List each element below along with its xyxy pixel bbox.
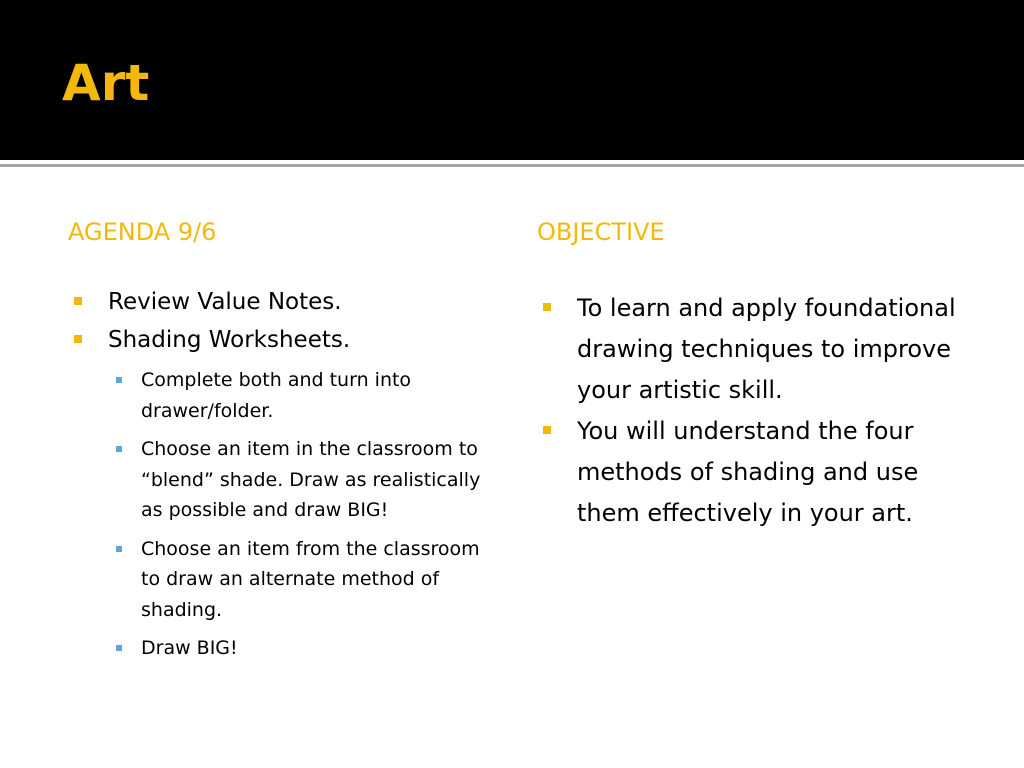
objective-item-text: To learn and apply foundational drawing techniques to improve your artistic skill. xyxy=(577,294,956,404)
agenda-subitem xyxy=(108,434,498,526)
title-bar xyxy=(0,0,1024,160)
agenda-item xyxy=(68,321,498,664)
agenda-subitem xyxy=(108,633,498,664)
square-sub-bullet-icon xyxy=(116,377,122,383)
agenda-heading: AGENDA 9/6 xyxy=(68,218,217,246)
agenda-subitem-text: Complete both and turn into drawer/folder. xyxy=(141,369,412,422)
agenda-item-text: Shading Worksheets. xyxy=(108,327,351,353)
agenda-item-text: Review Value Notes. xyxy=(108,289,342,315)
agenda-subitem xyxy=(108,534,498,626)
agenda-subitem-text: Draw BIG! xyxy=(141,637,238,659)
square-sub-bullet-icon xyxy=(116,645,122,651)
title-divider-gray xyxy=(0,164,1024,167)
agenda-list xyxy=(68,283,498,672)
agenda-subitem-text: Choose an item from the classroom to draw an alternate method of shading. xyxy=(141,537,480,621)
square-bullet-icon xyxy=(543,303,551,311)
objective-heading: OBJECTIVE xyxy=(537,218,665,246)
slide-title: Art xyxy=(62,54,150,112)
agenda-subitem-text: Choose an item in the classroom to “blend” shade. Draw as realistically as possible and draw BIG! xyxy=(141,438,481,521)
agenda-sublist xyxy=(108,365,498,664)
objective-list xyxy=(537,288,977,534)
objective-item-text: You will understand the four methods of shading and use them effectively in your art. xyxy=(577,417,919,527)
objective-item xyxy=(537,288,977,411)
agenda-item xyxy=(68,283,498,321)
agenda-subitem xyxy=(108,365,498,426)
square-sub-bullet-icon xyxy=(116,546,122,552)
square-bullet-icon xyxy=(543,426,551,434)
square-sub-bullet-icon xyxy=(116,446,122,452)
objective-item xyxy=(537,411,977,534)
square-bullet-icon xyxy=(74,297,82,305)
square-bullet-icon xyxy=(74,335,82,343)
